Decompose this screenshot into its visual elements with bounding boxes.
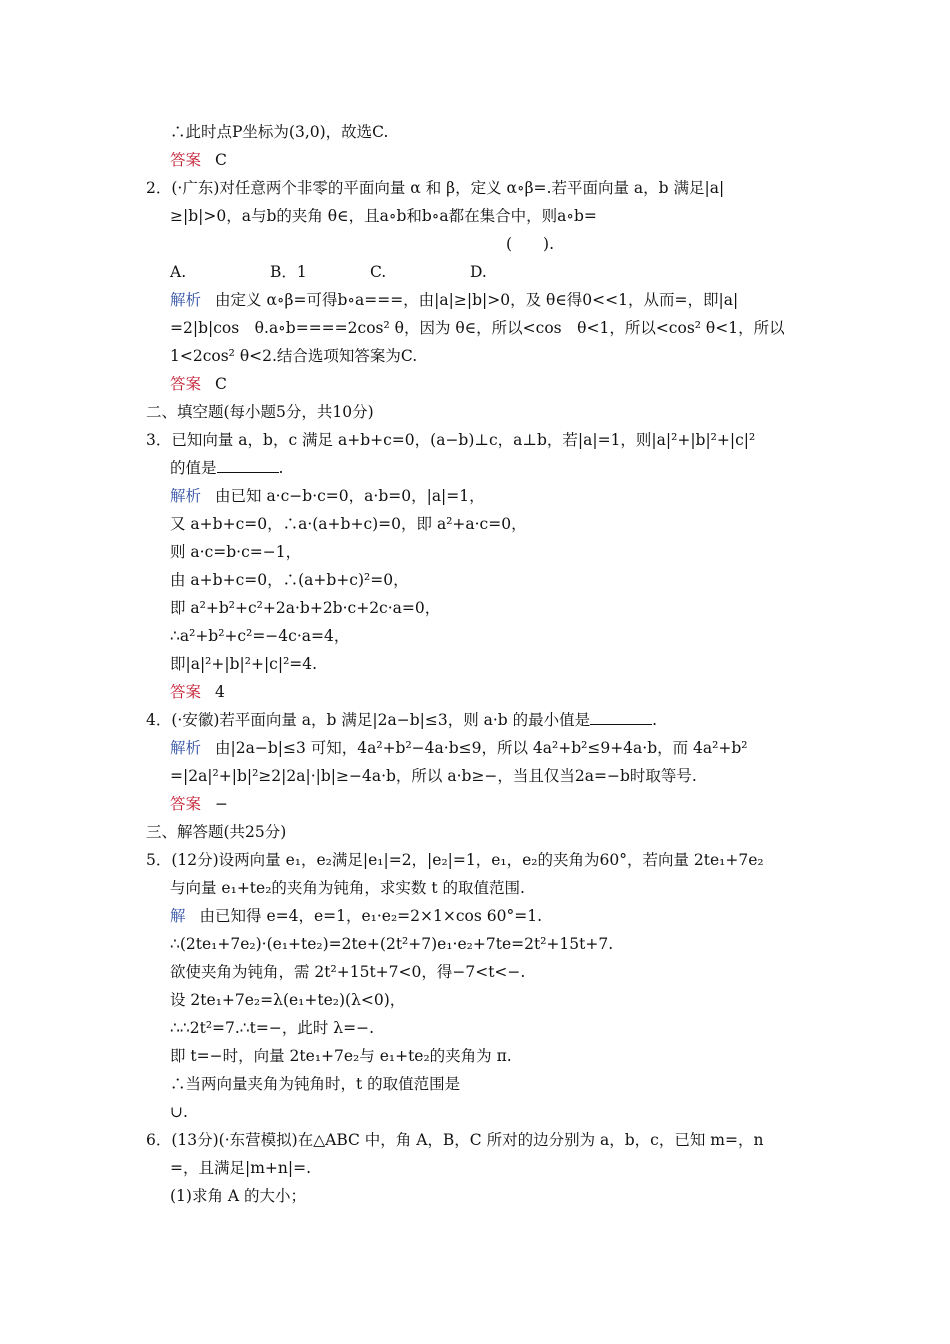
line-text: (1)求角 A 的大小； <box>170 1187 307 1205</box>
line-text: 4 <box>215 683 225 701</box>
text-line <box>170 766 697 786</box>
line-text: ∪. <box>170 1103 188 1121</box>
text-line <box>170 374 227 394</box>
text-line <box>170 598 440 618</box>
line-text: C <box>215 151 227 169</box>
option-label: A. <box>170 263 187 281</box>
line-text: − <box>215 795 229 813</box>
text-line <box>146 850 764 870</box>
line-text: 二、填空题(每小题5分，共10分) <box>146 403 374 421</box>
text-line <box>146 178 724 198</box>
line-text-after: . <box>278 459 284 477</box>
line-text: 5．(12分)设两向量 e₁，e₂满足|e₁|=2，|e₂|=1，e₁，e₂的夹角为60°，若向量 2te₁+7e₂ <box>146 851 764 869</box>
text-line <box>146 1130 763 1150</box>
line-text: =2|b|cos θ.a∘b====2cos² θ，因为 θ∈，所以<cos θ<1，所以<cos² θ<1，所以 <box>170 319 785 337</box>
label-tag: 解析 <box>170 739 202 757</box>
label-tag: 答案 <box>170 683 202 701</box>
line-text: C <box>215 375 227 393</box>
text-line <box>170 962 525 982</box>
text-line <box>170 206 597 226</box>
line-text: 由|2a−b|≤3 可知，4a²+b²−4a·b≤9，所以 4a²+b²≤9+4a·b，而 4a²+b² <box>215 739 748 757</box>
line-text: ( ). <box>506 235 555 253</box>
line-text: 4．(·安徽)若平面向量 a，b 满足|2a−b|≤3，则 a·b 的最小值是 <box>146 711 591 729</box>
text-line <box>170 1046 512 1066</box>
line-text: ∴∴2t²=7.∴t=−，此时 λ=−. <box>170 1019 375 1037</box>
text-line <box>170 570 409 590</box>
label-tag: 答案 <box>170 375 202 393</box>
line-text: 2．(·广东)对任意两个非零的平面向量 α 和 β，定义 α∘β=.若平面向量 a，b 满足|a| <box>146 179 725 197</box>
text-line <box>170 906 542 926</box>
label-tag: 解 <box>170 907 186 925</box>
line-text: 设 2te₁+7e₂=λ(e₁+te₂)(λ<0)， <box>170 991 406 1009</box>
label-tag: 答案 <box>170 795 202 813</box>
label-tag: 答案 <box>170 151 202 169</box>
text-line <box>170 542 301 562</box>
option-label: C. <box>370 263 387 281</box>
option-label: B．1 <box>270 263 307 281</box>
text-line <box>170 1158 311 1178</box>
line-text: 三、解答题(共25分) <box>146 823 287 841</box>
text-line <box>170 1186 306 1206</box>
line-text: 的值是 <box>170 459 217 477</box>
line-text: ∴a²+b²+c²=−4c·a=4， <box>170 627 350 645</box>
text-line <box>170 514 527 534</box>
line-text: 1<2cos² θ<2.结合选项知答案为C. <box>170 347 418 365</box>
line-text: 由已知 a·c−b·c=0，a·b=0，|a|=1， <box>215 487 485 505</box>
text-line <box>170 318 785 338</box>
line-text: 即|a|²+|b|²+|c|²=4. <box>170 655 318 673</box>
option-label: D. <box>470 263 487 281</box>
line-text: 6．(13分)(·东营模拟)在△ABC 中，角 A，B，C 所对的边分别为 a，b，c，已知 m=，n <box>146 1131 764 1149</box>
line-text: ∴(2te₁+7e₂)·(e₁+te₂)=2te+(2t²+7)e₁·e₂+7te=2t²+15t+7. <box>170 935 614 953</box>
text-line <box>170 150 227 170</box>
line-text: ∴此时点P坐标为(3,0)，故选C. <box>170 123 389 141</box>
text-line <box>170 654 317 674</box>
text-line <box>170 262 570 282</box>
line-text: 欲使夹角为钝角，需 2t²+15t+7<0，得−7<t<−. <box>170 963 526 981</box>
text-line <box>146 822 286 842</box>
text-line <box>146 710 657 730</box>
label-tag: 解析 <box>170 487 202 505</box>
text-line <box>170 1018 374 1038</box>
answer-blank <box>590 710 652 725</box>
text-line <box>170 990 405 1010</box>
line-text: 与向量 e₁+te₂的夹角为钝角，求实数 t 的取值范围. <box>170 879 525 897</box>
line-text: 又 a+b+c=0，∴a·(a+b+c)=0，即 a²+a·c=0， <box>170 515 527 533</box>
line-text: 由 a+b+c=0，∴(a+b+c)²=0， <box>170 571 409 589</box>
text-line <box>170 122 388 142</box>
line-text: 即 t=−时，向量 2te₁+7e₂与 e₁+te₂的夹角为 π. <box>170 1047 512 1065</box>
label-tag: 解析 <box>170 291 202 309</box>
text-line <box>506 234 554 254</box>
text-line <box>170 458 283 478</box>
text-line <box>170 934 613 954</box>
line-text: 由定义 α∘β=可得b∘a===，由|a|≥|b|>0，及 θ∈得0<<1，从而=，即|a| <box>215 291 739 309</box>
line-text: ≥|b|>0，a与b的夹角 θ∈，且a∘b和b∘a都在集合中，则a∘b= <box>170 207 597 225</box>
text-line <box>170 738 748 758</box>
text-line <box>170 682 225 702</box>
text-line <box>170 794 228 814</box>
text-line <box>170 290 738 310</box>
text-line <box>146 430 755 450</box>
line-text: 则 a·c=b·c=−1， <box>170 543 302 561</box>
text-line <box>170 878 525 898</box>
line-text-after: . <box>652 711 658 729</box>
text-line <box>170 486 485 506</box>
line-text: =|2a|²+|b|²≥2|2a|·|b|≥−4a·b，所以 a·b≥−，当且仅当2a=−b时取等号. <box>170 767 697 785</box>
text-line <box>170 1074 460 1094</box>
line-text: 即 a²+b²+c²+2a·b+2b·c+2c·a=0， <box>170 599 441 617</box>
line-text: =，且满足|m+n|=. <box>170 1159 312 1177</box>
line-text: 3．已知向量 a，b，c 满足 a+b+c=0，(a−b)⊥c，a⊥b，若|a|=1，则|a|²+|b|²+|c|² <box>146 431 756 449</box>
answer-blank <box>217 458 279 473</box>
text-line <box>170 1102 188 1122</box>
text-line <box>170 346 417 366</box>
text-line <box>170 626 349 646</box>
text-line <box>146 402 374 422</box>
line-text: 由已知得 e=4，e=1，e₁·e₂=2×1×cos 60°=1. <box>199 907 543 925</box>
line-text: ∴当两向量夹角为钝角时，t 的取值范围是 <box>170 1075 461 1093</box>
